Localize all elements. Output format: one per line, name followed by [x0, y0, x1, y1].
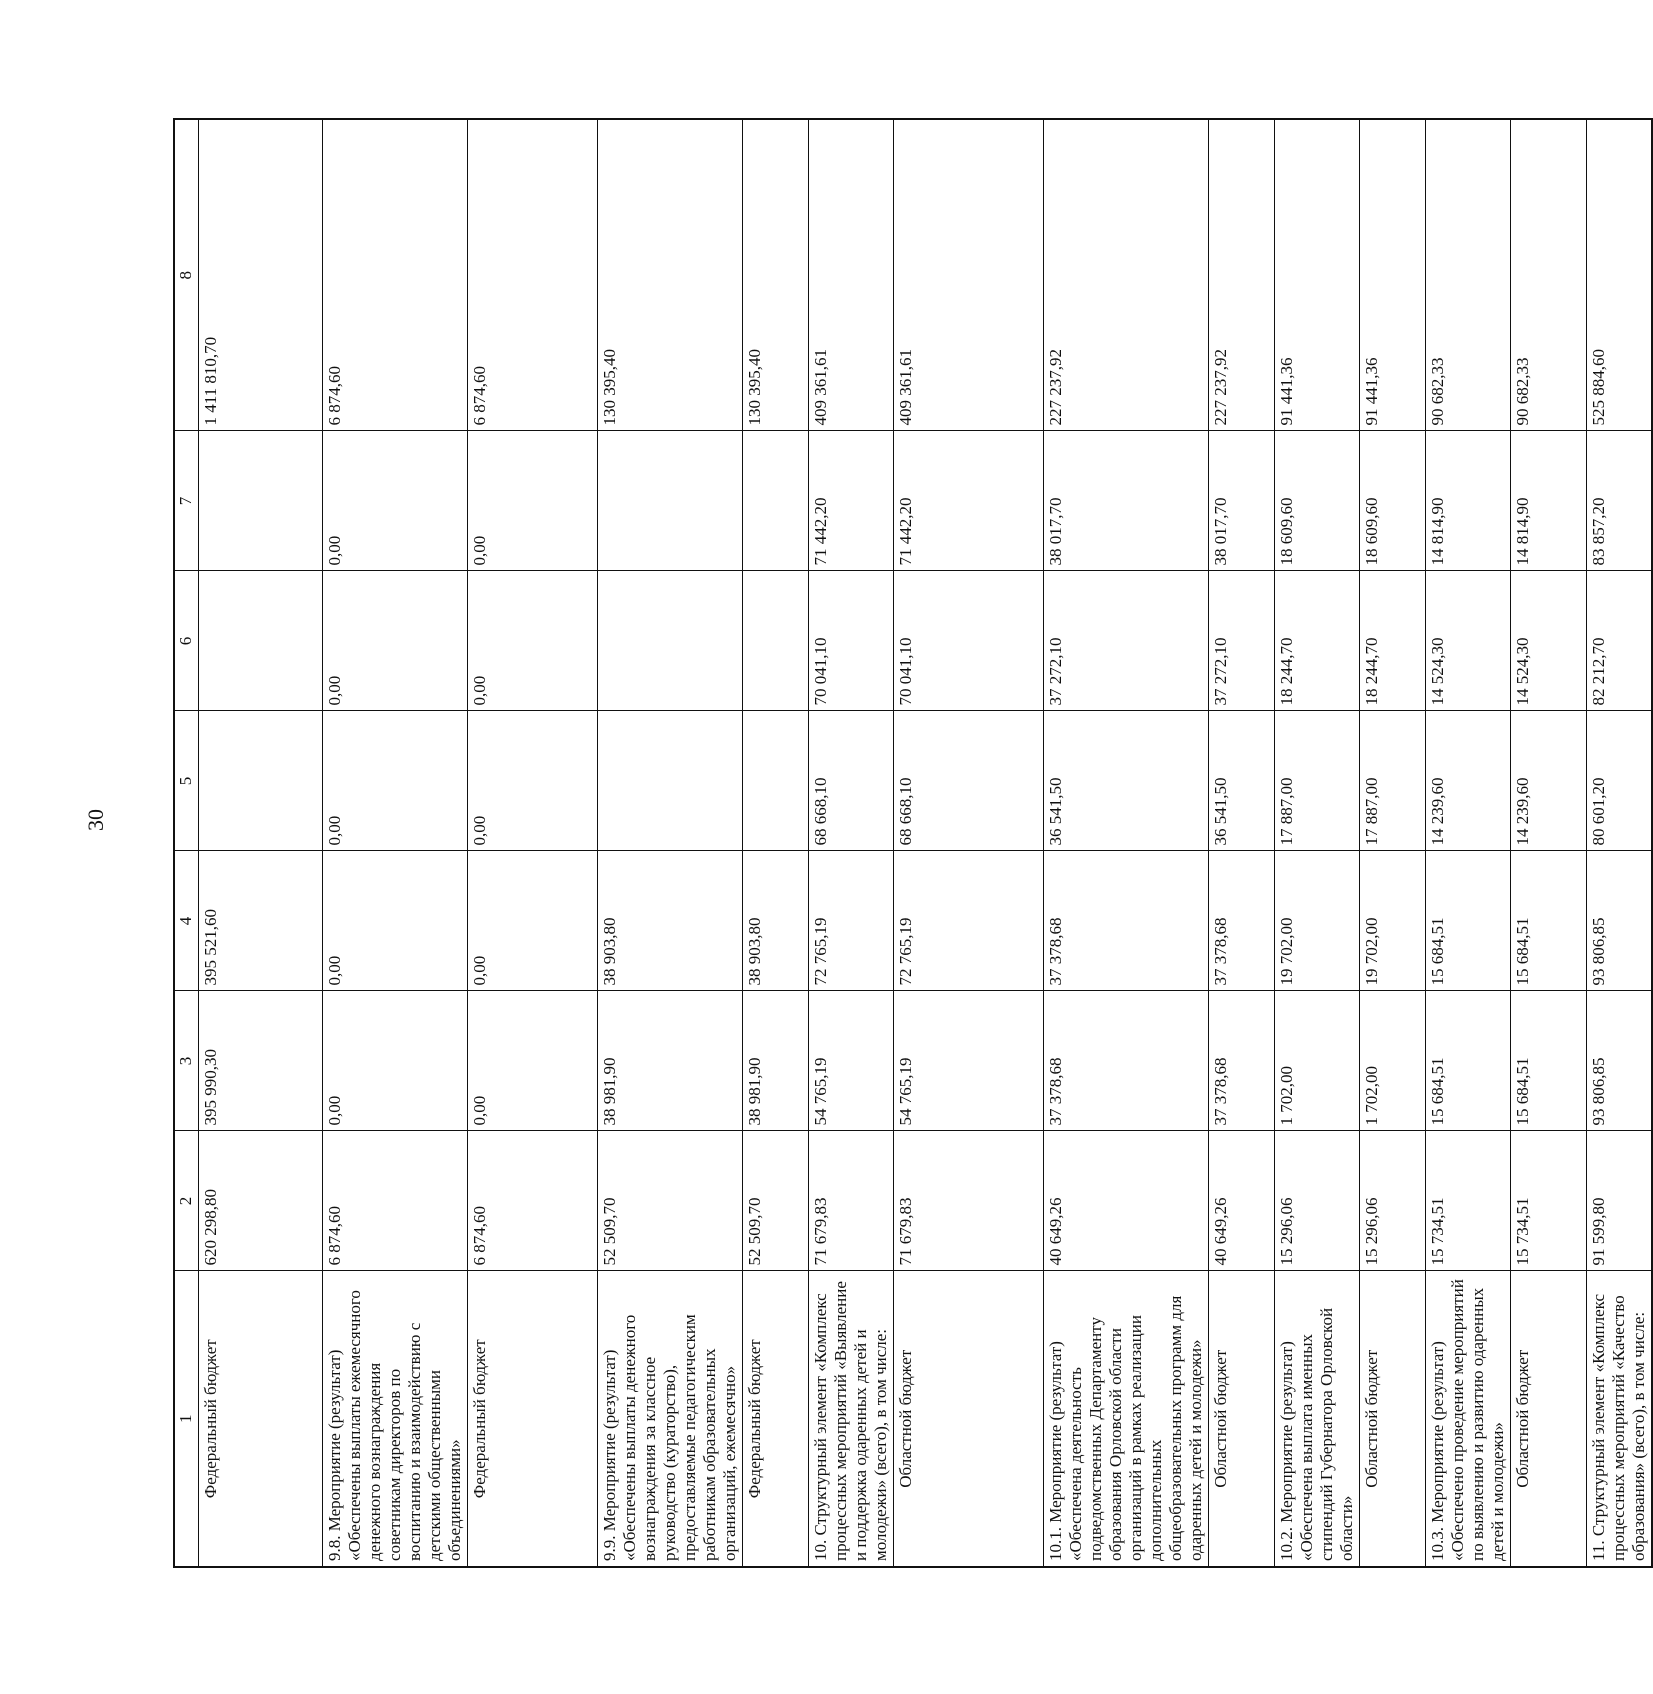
- table-row: [808, 119, 893, 1567]
- value-cell: [198, 711, 322, 851]
- value-cell: 0,00: [467, 571, 597, 711]
- header-cell: 6: [174, 571, 198, 711]
- table-row: [1359, 119, 1425, 1567]
- value-cell: 71 679,83: [808, 1131, 893, 1271]
- row-label: 9.9. Мероприятие (результат) «Обеспечены выплаты денежного вознаграждения за классное руководство (кураторство), предоставляемые педагогическим работникам образовательных организаций, ежемесячно»: [597, 1271, 742, 1567]
- value-cell: 6 874,60: [467, 119, 597, 431]
- table-row: [1425, 119, 1510, 1567]
- row-label: Областной бюджет: [893, 1271, 1043, 1567]
- table-row: [1274, 119, 1359, 1567]
- row-label: Областной бюджет: [1359, 1271, 1425, 1567]
- table-row: [893, 119, 1043, 1567]
- value-cell: 14 524,30: [1510, 571, 1586, 711]
- value-cell: 395 990,30: [198, 991, 322, 1131]
- value-cell: 37 378,68: [1208, 851, 1274, 991]
- header-cell: 3: [174, 991, 198, 1131]
- value-cell: 409 361,61: [893, 119, 1043, 431]
- value-cell: 14 239,60: [1425, 711, 1510, 851]
- value-cell: [597, 431, 742, 571]
- row-label: 10.2. Мероприятие (результат) «Обеспечена выплата именных стипендий Губернатора Орловской области»: [1274, 1271, 1359, 1567]
- value-cell: 620 298,80: [198, 1131, 322, 1271]
- value-cell: 90 682,33: [1510, 119, 1586, 431]
- header-row: [174, 119, 198, 1567]
- table-row: [1586, 119, 1652, 1567]
- value-cell: [597, 571, 742, 711]
- value-cell: 90 682,33: [1425, 119, 1510, 431]
- value-cell: 227 237,92: [1208, 119, 1274, 431]
- row-label: 10.3. Мероприятие (результат) «Обеспечено проведение мероприятий по выявлению и развитию одаренных детей и молодежи»: [1425, 1271, 1510, 1567]
- value-cell: [742, 571, 808, 711]
- value-cell: 71 679,83: [893, 1131, 1043, 1271]
- value-cell: 72 765,19: [893, 851, 1043, 991]
- value-cell: 1 702,00: [1274, 991, 1359, 1131]
- budget-table: [173, 118, 1653, 1568]
- value-cell: 1 702,00: [1359, 991, 1425, 1131]
- value-cell: 14 814,90: [1425, 431, 1510, 571]
- value-cell: 38 017,70: [1043, 431, 1208, 571]
- value-cell: 80 601,20: [1586, 711, 1652, 851]
- value-cell: 91 599,80: [1586, 1131, 1652, 1271]
- value-cell: 91 441,36: [1274, 119, 1359, 431]
- header-cell: 7: [174, 431, 198, 571]
- value-cell: 409 361,61: [808, 119, 893, 431]
- value-cell: 68 668,10: [808, 711, 893, 851]
- row-label: Областной бюджет: [1510, 1271, 1586, 1567]
- value-cell: 14 814,90: [1510, 431, 1586, 571]
- value-cell: 54 765,19: [808, 991, 893, 1131]
- value-cell: 52 509,70: [597, 1131, 742, 1271]
- value-cell: 130 395,40: [742, 119, 808, 431]
- table-row: [467, 119, 597, 1567]
- header-cell: 8: [174, 119, 198, 431]
- value-cell: [742, 431, 808, 571]
- value-cell: 0,00: [467, 991, 597, 1131]
- value-cell: 15 684,51: [1425, 991, 1510, 1131]
- header-cell: 1: [174, 1271, 198, 1567]
- table-row: [597, 119, 742, 1567]
- value-cell: 40 649,26: [1043, 1131, 1208, 1271]
- value-cell: 0,00: [322, 571, 467, 711]
- page-number: 30: [83, 809, 108, 831]
- value-cell: 91 441,36: [1359, 119, 1425, 431]
- value-cell: 15 734,51: [1510, 1131, 1586, 1271]
- rotated-table-wrapper: [173, 120, 1648, 1568]
- value-cell: 38 903,80: [742, 851, 808, 991]
- table-row: [742, 119, 808, 1567]
- row-label: Федеральный бюджет: [467, 1271, 597, 1567]
- value-cell: 395 521,60: [198, 851, 322, 991]
- value-cell: 0,00: [322, 991, 467, 1131]
- value-cell: [742, 711, 808, 851]
- value-cell: 17 887,00: [1274, 711, 1359, 851]
- value-cell: [198, 571, 322, 711]
- header-cell: 2: [174, 1131, 198, 1271]
- value-cell: 525 884,60: [1586, 119, 1652, 431]
- value-cell: 0,00: [322, 711, 467, 851]
- value-cell: 15 296,06: [1274, 1131, 1359, 1271]
- header-cell: 5: [174, 711, 198, 851]
- value-cell: 37 272,10: [1043, 571, 1208, 711]
- table-row: [1510, 119, 1586, 1567]
- value-cell: 38 017,70: [1208, 431, 1274, 571]
- value-cell: 38 981,90: [742, 991, 808, 1131]
- table-row: [1043, 119, 1208, 1567]
- value-cell: 37 378,68: [1208, 991, 1274, 1131]
- value-cell: 15 684,51: [1510, 991, 1586, 1131]
- value-cell: 15 684,51: [1425, 851, 1510, 991]
- header-cell: 4: [174, 851, 198, 991]
- row-label: Федеральный бюджет: [742, 1271, 808, 1567]
- value-cell: 15 296,06: [1359, 1131, 1425, 1271]
- row-label: 11. Структурный элемент «Комплекс процессных мероприятий «Качество образования» (всего), в том числе:: [1586, 1271, 1652, 1567]
- value-cell: 18 244,70: [1359, 571, 1425, 711]
- value-cell: 227 237,92: [1043, 119, 1208, 431]
- value-cell: 19 702,00: [1274, 851, 1359, 991]
- value-cell: 0,00: [467, 851, 597, 991]
- value-cell: 37 272,10: [1208, 571, 1274, 711]
- value-cell: 37 378,68: [1043, 851, 1208, 991]
- row-label: 10.1. Мероприятие (результат) «Обеспечена деятельность подведомственных Департаменту образования Орловской области организаций в рамках реализации дополнительных общеобразовательных программ для одаренных детей и молодежи»: [1043, 1271, 1208, 1567]
- value-cell: 14 524,30: [1425, 571, 1510, 711]
- value-cell: 0,00: [322, 431, 467, 571]
- table-row: [322, 119, 467, 1567]
- row-label: 10. Структурный элемент «Комплекс процессных мероприятий «Выявление и поддержка одаренных детей и молодежи» (всего), в том числе:: [808, 1271, 893, 1567]
- value-cell: 0,00: [467, 711, 597, 851]
- table-row: [1208, 119, 1274, 1567]
- value-cell: 36 541,50: [1208, 711, 1274, 851]
- value-cell: 52 509,70: [742, 1131, 808, 1271]
- value-cell: 18 244,70: [1274, 571, 1359, 711]
- value-cell: 71 442,20: [893, 431, 1043, 571]
- value-cell: 71 442,20: [808, 431, 893, 571]
- value-cell: 1 411 810,70: [198, 119, 322, 431]
- row-label: 9.8. Мероприятие (результат) «Обеспечены выплаты ежемесячного денежного вознаграждения советникам директоров по воспитанию и взаимодействию с детскими общественными объединениями»: [322, 1271, 467, 1567]
- table-row: [198, 119, 322, 1567]
- value-cell: 93 806,85: [1586, 851, 1652, 991]
- value-cell: 6 874,60: [467, 1131, 597, 1271]
- value-cell: 0,00: [322, 851, 467, 991]
- value-cell: 36 541,50: [1043, 711, 1208, 851]
- value-cell: 18 609,60: [1359, 431, 1425, 571]
- value-cell: 15 684,51: [1510, 851, 1586, 991]
- value-cell: 72 765,19: [808, 851, 893, 991]
- value-cell: 82 212,70: [1586, 571, 1652, 711]
- value-cell: 130 395,40: [597, 119, 742, 431]
- value-cell: 68 668,10: [893, 711, 1043, 851]
- value-cell: 70 041,10: [808, 571, 893, 711]
- row-label: Областной бюджет: [1208, 1271, 1274, 1567]
- value-cell: [597, 711, 742, 851]
- value-cell: 38 981,90: [597, 991, 742, 1131]
- value-cell: 15 734,51: [1425, 1131, 1510, 1271]
- row-label: Федеральный бюджет: [198, 1271, 322, 1567]
- value-cell: 54 765,19: [893, 991, 1043, 1131]
- value-cell: 6 874,60: [322, 1131, 467, 1271]
- value-cell: 38 903,80: [597, 851, 742, 991]
- value-cell: 70 041,10: [893, 571, 1043, 711]
- value-cell: 6 874,60: [322, 119, 467, 431]
- value-cell: 18 609,60: [1274, 431, 1359, 571]
- value-cell: 93 806,85: [1586, 991, 1652, 1131]
- value-cell: [198, 431, 322, 571]
- value-cell: 0,00: [467, 431, 597, 571]
- value-cell: 40 649,26: [1208, 1131, 1274, 1271]
- value-cell: 19 702,00: [1359, 851, 1425, 991]
- value-cell: 37 378,68: [1043, 991, 1208, 1131]
- value-cell: 83 857,20: [1586, 431, 1652, 571]
- value-cell: 14 239,60: [1510, 711, 1586, 851]
- value-cell: 17 887,00: [1359, 711, 1425, 851]
